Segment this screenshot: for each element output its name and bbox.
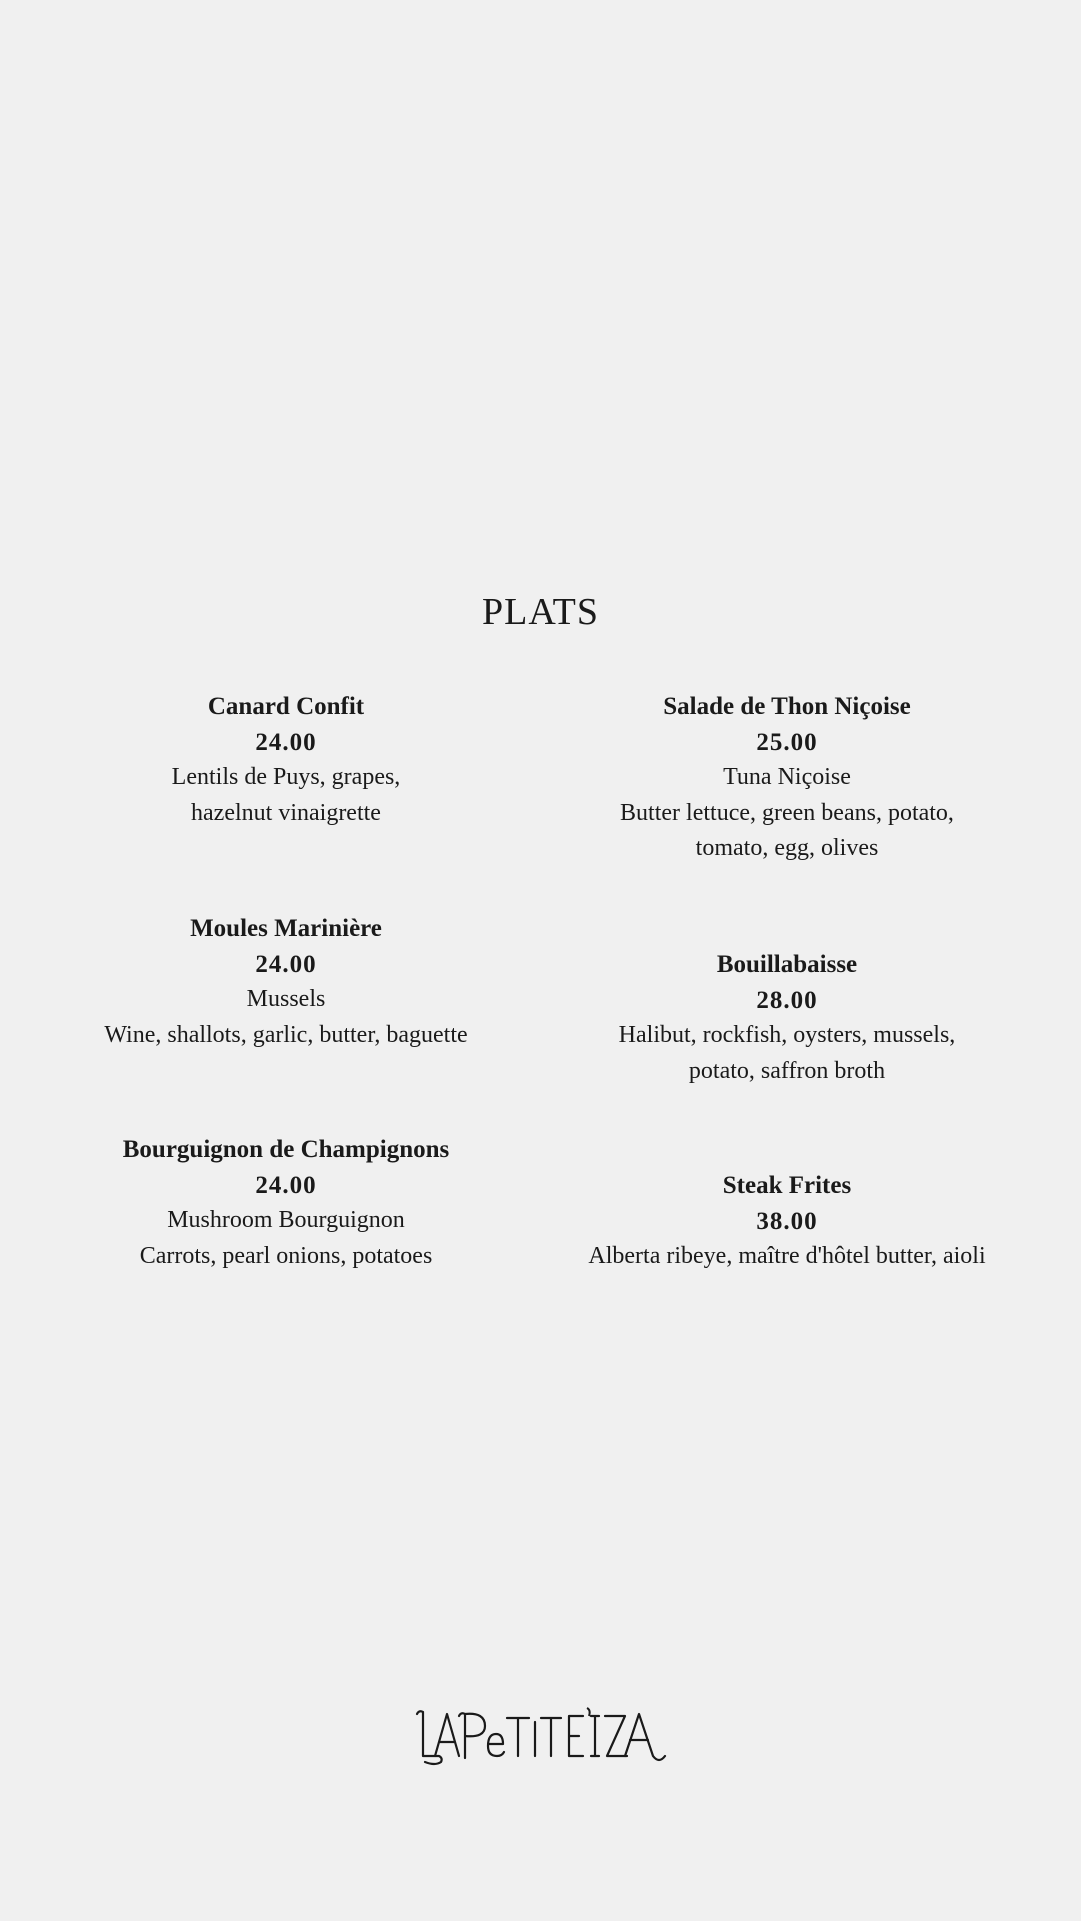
item-description-line: hazelnut vinaigrette	[191, 799, 381, 826]
item-price: 24.00	[255, 728, 317, 756]
item-name: Salade de Thon Niçoise	[663, 693, 911, 720]
menu-item-moules-mariniere	[36, 911, 536, 1053]
item-name: Steak Frites	[722, 1172, 852, 1199]
item-price: 25.00	[756, 728, 818, 756]
menu-item-salade-nicoise	[537, 689, 1037, 867]
menu-item-canard-confit	[36, 689, 536, 831]
item-price: 24.00	[255, 1171, 317, 1199]
item-description-line: Carrots, pearl onions, potatoes	[139, 1242, 433, 1269]
item-description-line: Wine, shallots, garlic, butter, baguette	[104, 1021, 468, 1048]
item-price: 38.00	[756, 1207, 818, 1235]
item-description-line: Lentils de Puys, grapes,	[171, 764, 401, 790]
item-name: Canard Confit	[207, 693, 365, 720]
item-description-line: tomato, egg, olives	[695, 835, 879, 861]
menu-item-steak-frites	[537, 1168, 1037, 1275]
restaurant-logo	[0, 1700, 1081, 1772]
menu-item-bouillabaisse	[537, 947, 1037, 1089]
item-description-line: Butter lettuce, green beans, potato,	[620, 799, 954, 826]
item-price: 28.00	[756, 986, 818, 1014]
item-name: Moules Marinière	[190, 915, 382, 942]
item-name: Bouillabaisse	[716, 951, 858, 978]
menu-item-bourguignon	[36, 1132, 536, 1274]
item-description-line: potato, saffron broth	[688, 1057, 886, 1084]
item-subtitle: Mushroom Bourguignon	[167, 1207, 405, 1233]
logo-wordmark	[411, 1700, 671, 1772]
section-title: PLATS	[482, 591, 599, 633]
item-subtitle: Tuna Niçoise	[723, 764, 851, 790]
item-name: Bourguignon de Champignons	[122, 1136, 450, 1163]
item-description-line: Halibut, rockfish, oysters, mussels,	[618, 1022, 956, 1048]
item-description-line: Alberta ribeye, maître d'hôtel butter, aioli	[588, 1243, 986, 1269]
item-price: 24.00	[255, 950, 317, 978]
item-subtitle: Mussels	[246, 986, 326, 1012]
